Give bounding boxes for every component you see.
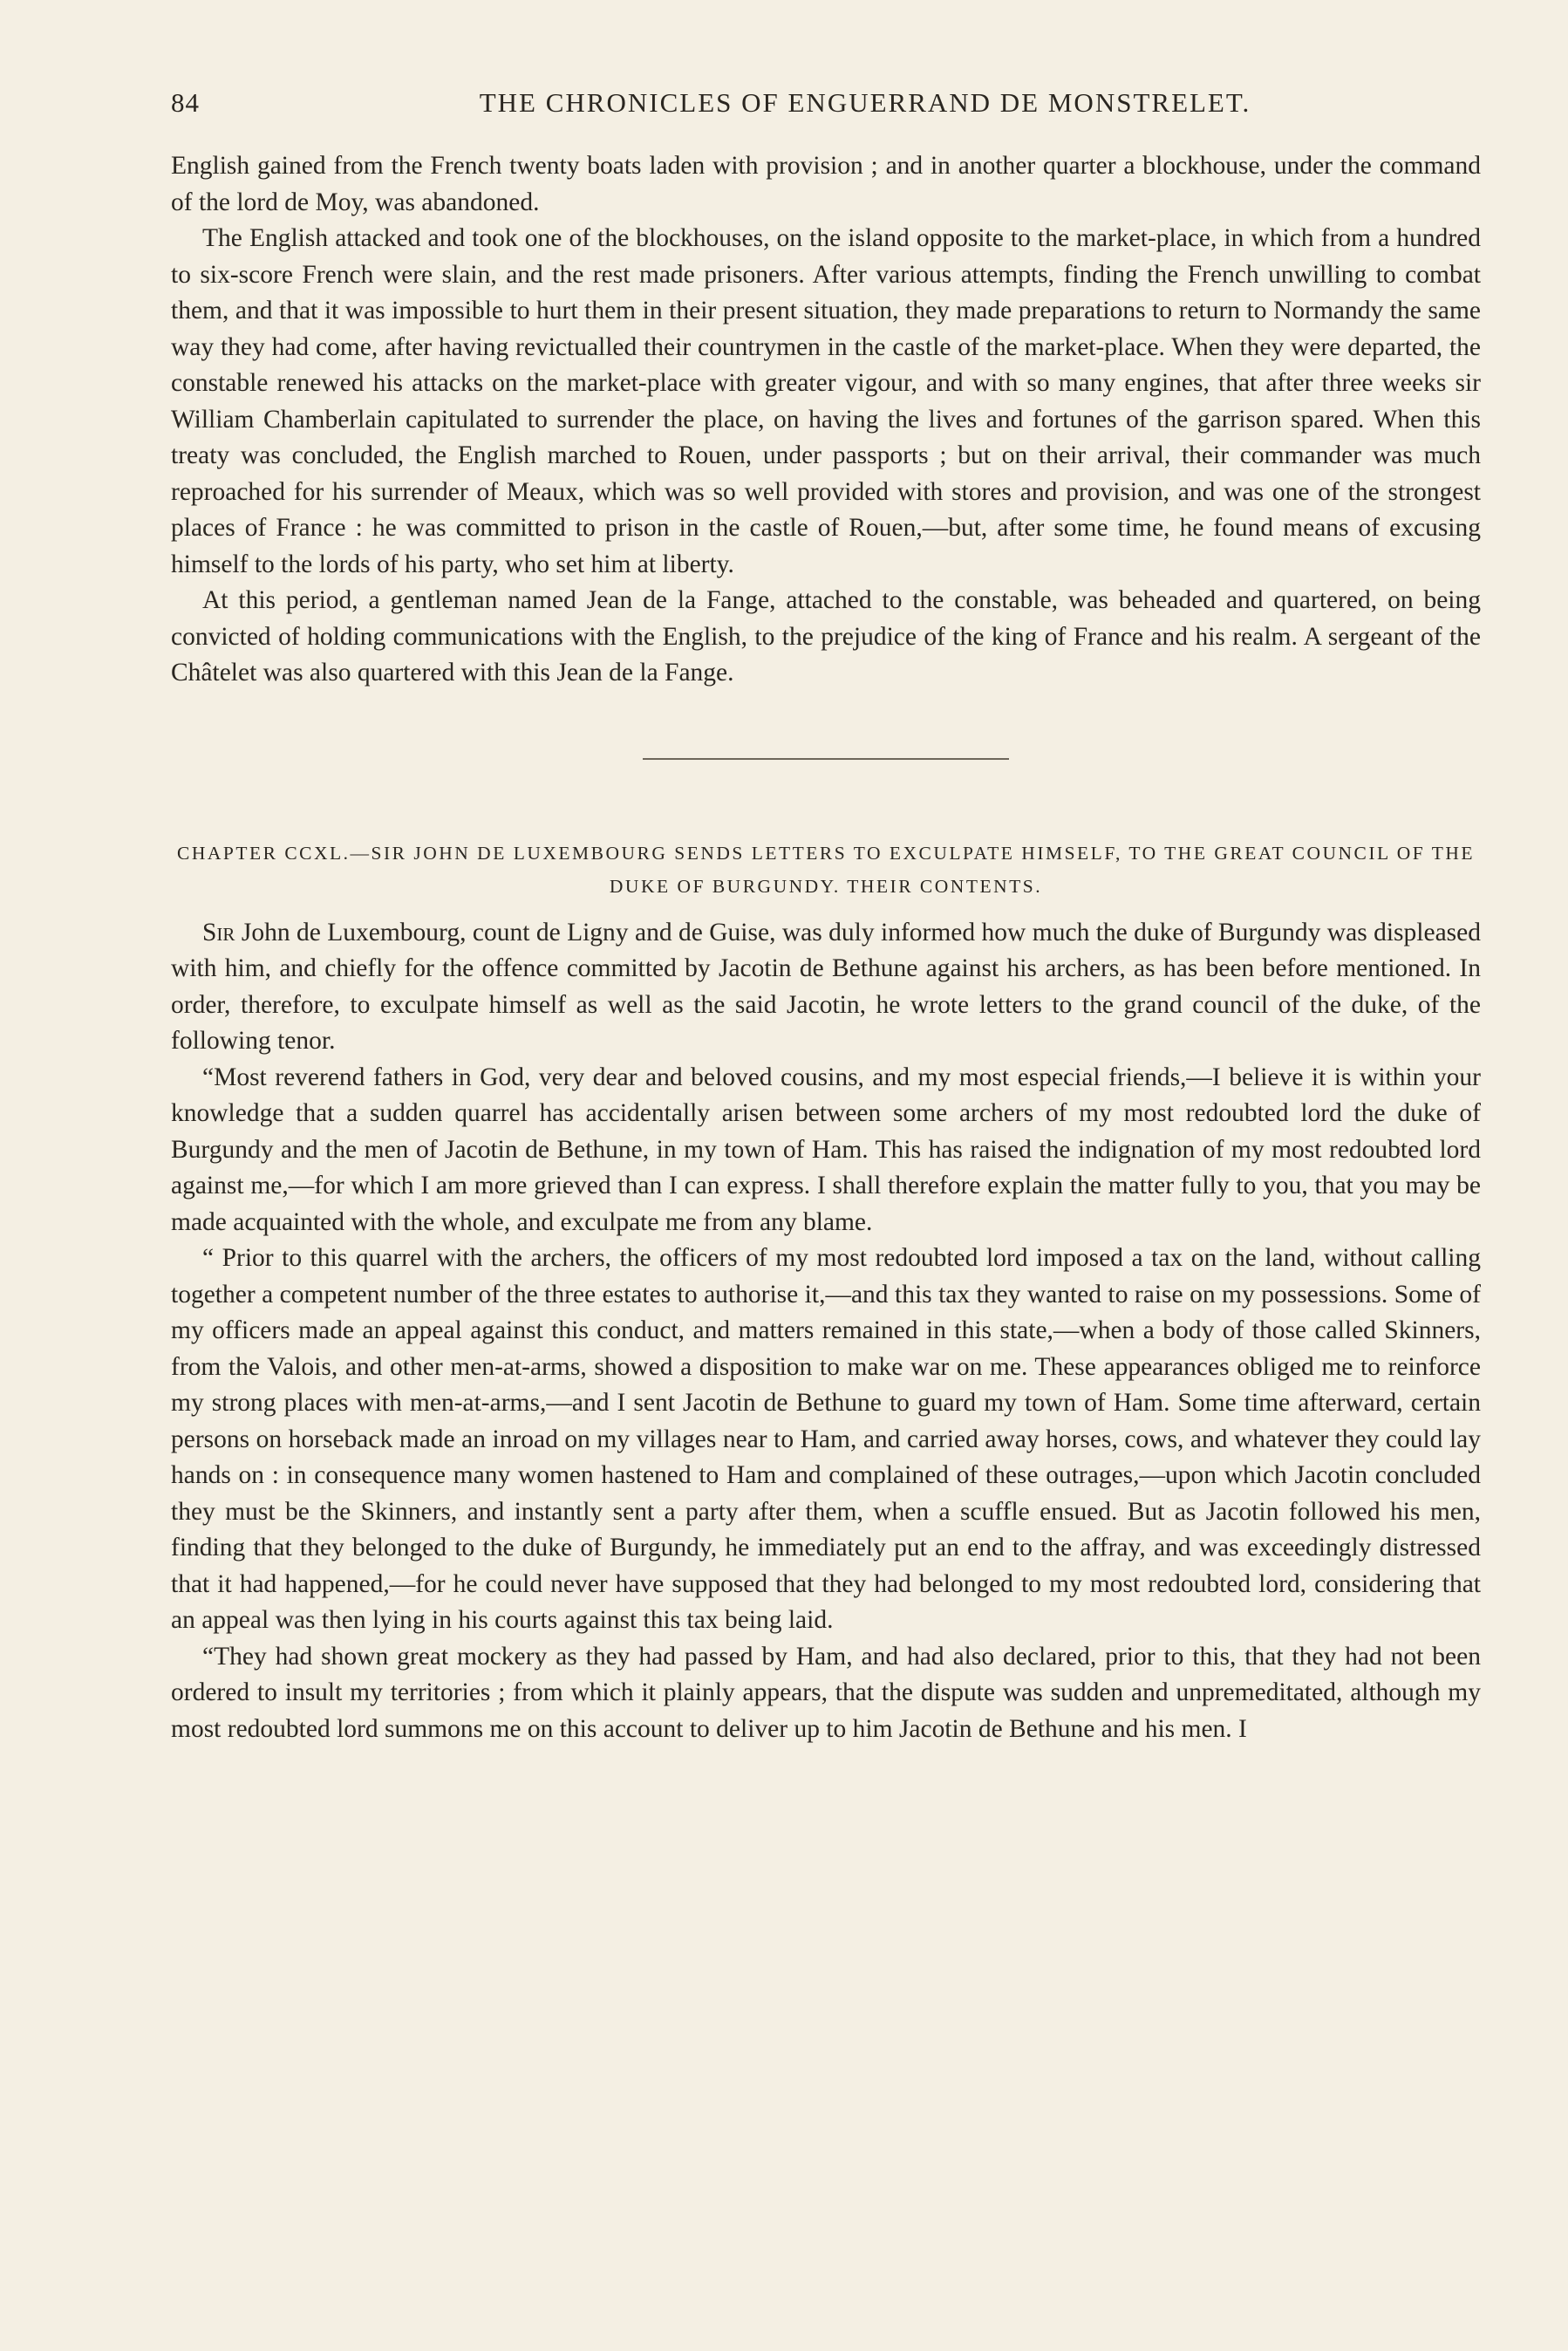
- chapter-first-paragraph: [171, 915, 1481, 1060]
- page-number: 84: [171, 87, 200, 118]
- chapter-lead-word: Sir: [202, 918, 235, 947]
- letter-paragraph: “Most reverend fathers in God, very dear and beloved cousins, and my most especial friends,—I believe it is within your knowledge that a sudden quarrel has accidentally arisen between some archers of my most redoubted lord the duke of Burgundy and the men of Jacotin de Bethune, in my town of Ham. This has raised the indignation of my most redoubted lord against me,—for which I am more grieved than I can express. I shall therefore explain the matter fully to you, that you may be made acquainted with the whole, and exculpate me from any blame.: [171, 1063, 1481, 1236]
- chapter-heading: CHAPTER CCXL.—SIR JOHN DE LUXEMBOURG SENDS LETTERS TO EXCULPATE HIMSELF, TO THE GREAT COUNCIL OF THE DUKE OF BURGUNDY. THEIR CONTENTS.: [176, 842, 1475, 897]
- chapter-first-paragraph-text: John de Luxembourg, count de Ligny and de Guise, was duly informed how much the duke of Burgundy was displeased with him, and chiefly for the offence committed by Jacotin de Bethune against his archers, as has been before mentioned. In order, therefore, to exculpate himself as well as the said Jacotin, he wrote letters to the grand council of the duke, of the following tenor.: [171, 918, 1481, 1055]
- paragraph-continued: English gained from the French twenty boats laden with provision ; and in another quarter a blockhouse, under the command of the lord de Moy, was abandoned.: [171, 152, 1481, 216]
- letter-paragraph: “ Prior to this quarrel with the archers, the officers of my most redoubted lord imposed a tax on the land, without calling together a competent number of the three estates to authorise it,—and this tax they wanted to raise on my possessions. Some of my officers made an appeal against this conduct, and matters remained in this state,—when a body of those called Skinners, from the Valois, and other men-at-arms, showed a disposition to make war on me. These appearances obliged me to reinforce my strong places with men-at-arms,—and I sent Jacotin de Bethune to guard my town of Ham. Some time afterward, certain persons on horseback made an inroad on my villages near to Ham, and carried away horses, cows, and whatever they could lay hands on : in consequence many women hastened to Ham and complained of these outrages,—upon which Jacotin concluded they must be the Skinners, and instantly sent a party after them, when a scuffle ensued. But as Jacotin followed his men, finding that they belonged to the duke of Burgundy, he immediately put an end to the affray, and was exceedingly distressed that it had happened,—for he could never have supposed that they had belonged to my most redoubted lord, considering that an appeal was then lying in his courts against this tax being laid.: [171, 1244, 1481, 1634]
- running-title: THE CHRONICLES OF ENGUERRAND DE MONSTRELET.: [479, 87, 1251, 118]
- section-divider: [643, 758, 1009, 760]
- body-text-top: [171, 148, 1481, 692]
- paragraph: The English attacked and took one of the blockhouses, on the island opposite to the market-place, in which from a hundred to six-score French were slain, and the rest made prisoners. After various attempts, finding the French unwilling to combat them, and that it was impossible to hurt them in their present situation, they made preparations to return to Normandy the same way they had come, after having revictualled their countrymen in the castle of the market-place. When they were departed, the constable renewed his attacks on the market-place with greater vigour, and with so many engines, that after three weeks sir William Chamberlain capitulated to surrender the place, on having the lives and fortunes of the garrison spared. When this treaty was concluded, the English marched to Rouen, under passports ; but on their arrival, their commander was much reproached for his surrender of Meaux, which was so well provided with stores and provision, and was one of the strongest places of France : he was committed to prison in the castle of Rouen,—but, after some time, he found means of excusing himself to the lords of his party, who set him at liberty.: [171, 224, 1481, 578]
- paragraph: At this period, a gentleman named Jean de la Fange, attached to the constable, was beheaded and quartered, on being convicted of holding communications with the English, to the prejudice of the king of France and his realm. A sergeant of the Châtelet was also quartered with this Jean de la Fange.: [171, 586, 1481, 687]
- running-head: [171, 87, 1481, 119]
- letter-paragraph: “They had shown great mockery as they had passed by Ham, and had also declared, prior to this, that they had not been ordered to insult my territories ; from which it plainly appears, that the dispute was sudden and unpremeditated, although my most redoubted lord summons me on this account to deliver up to him Jacotin de Bethune and his men. I: [171, 1642, 1481, 1743]
- chapter-body: [171, 915, 1481, 1748]
